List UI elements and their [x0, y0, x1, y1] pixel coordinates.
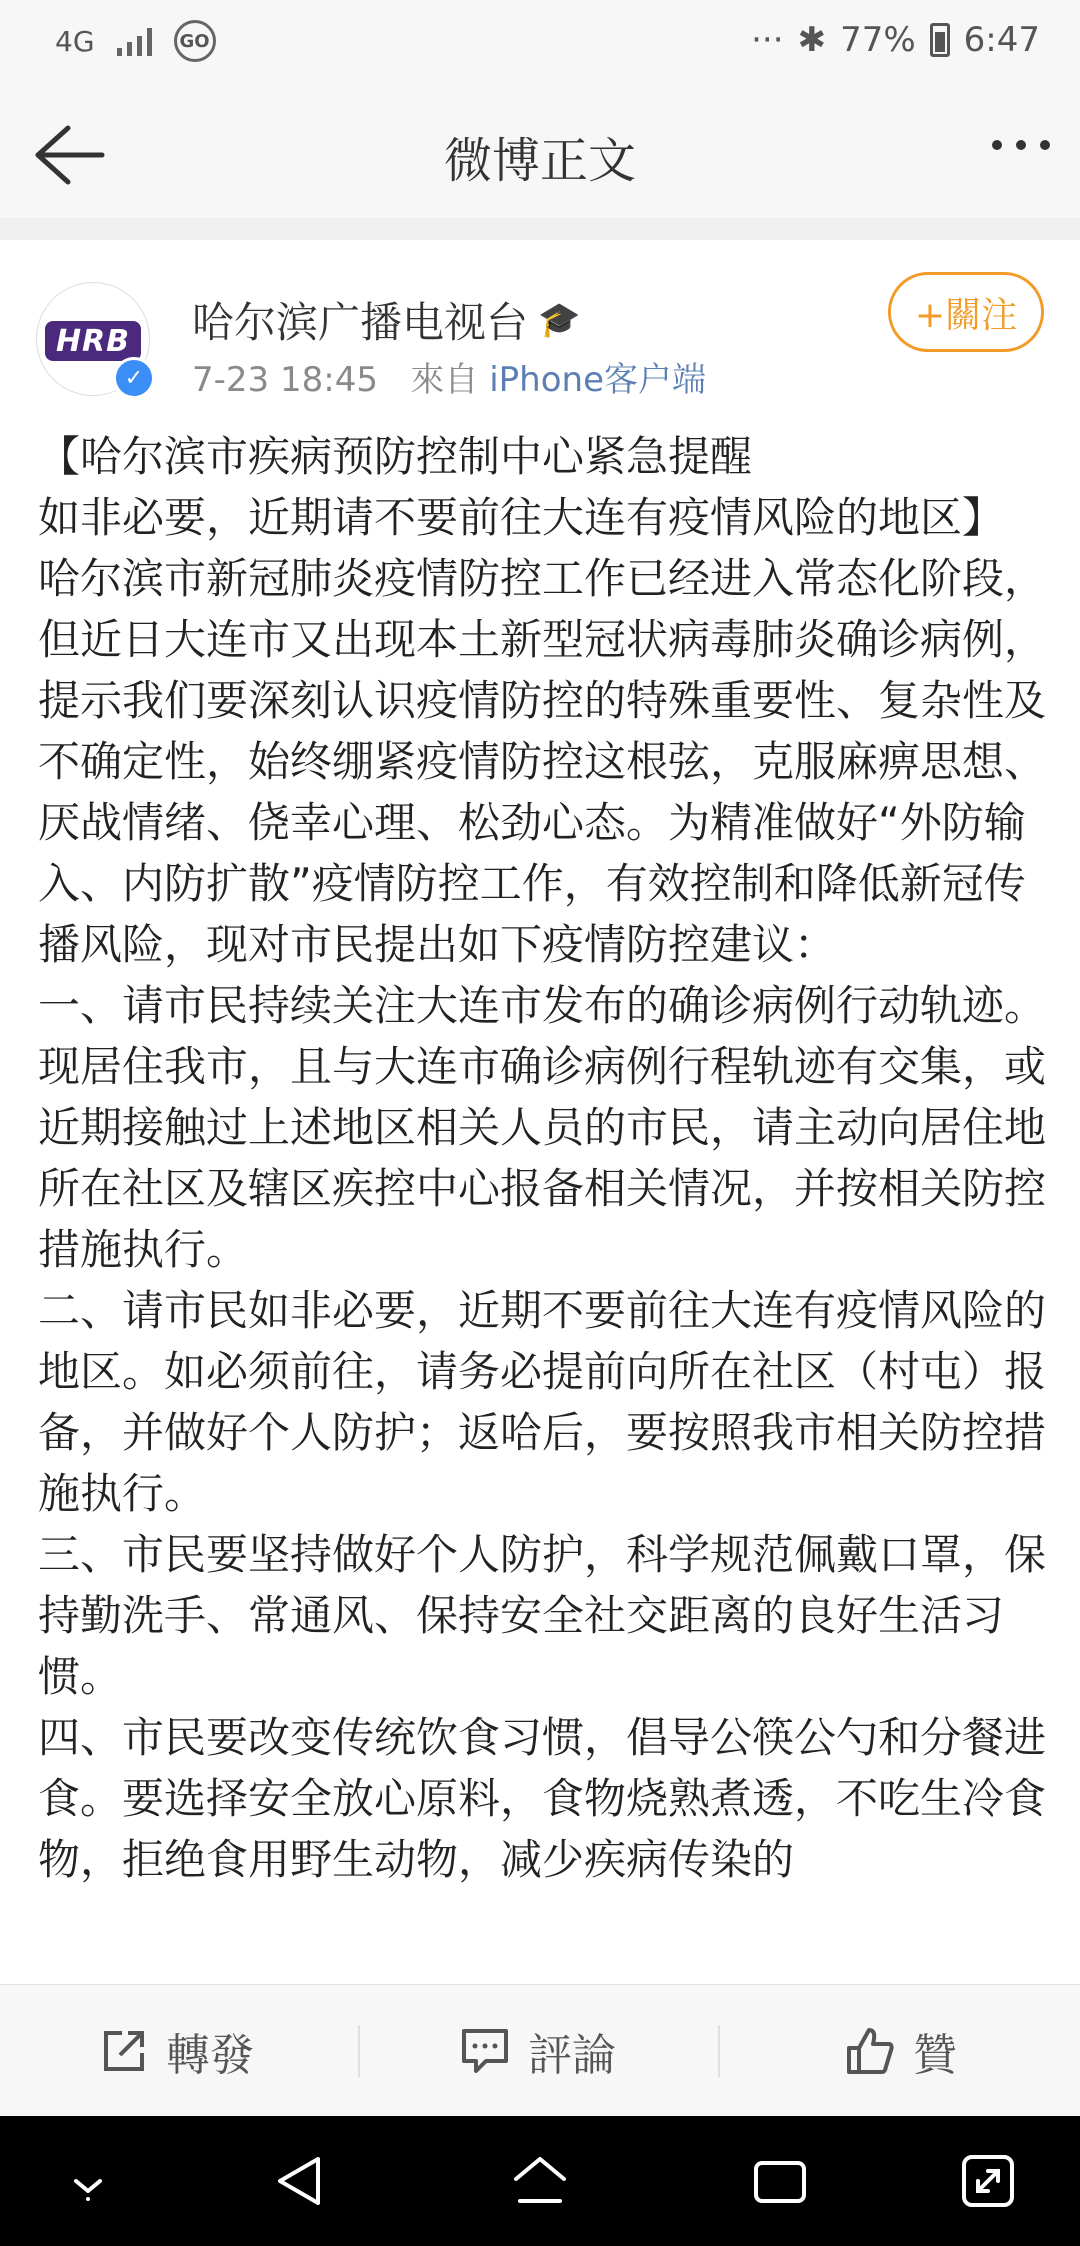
- paragraph: 一、请市民持续关注大连市发布的确诊病例行动轨迹。现居住我市，且与大连市确诊病例行程轨迹有交集，或近期接触过上述地区相关人员的市民，请主动向居住地所在社区及辖区疾控中心报备相关情况，并按相关防控措施执行。: [38, 981, 1047, 1274]
- paragraph: 如非必要，近期请不要前往大连有疫情风险的地区】: [38, 493, 1005, 542]
- expand-icon[interactable]: [958, 2151, 1018, 2211]
- hrb-logo: HRB: [45, 321, 141, 361]
- like-button[interactable]: [845, 1985, 957, 2117]
- battery-percent: 77%: [840, 20, 916, 60]
- system-nav-bar: [0, 2116, 1080, 2246]
- author-name-row[interactable]: [192, 290, 580, 350]
- post-source[interactable]: iPhone客户端: [489, 360, 706, 400]
- clock: 6:47: [963, 20, 1040, 60]
- divider: [0, 218, 1080, 240]
- comment-button[interactable]: [460, 1985, 616, 2117]
- separator: [358, 2025, 360, 2077]
- nav-bar: [0, 90, 1080, 219]
- bluetooth-icon: ✱: [797, 20, 827, 60]
- verified-icon: ✓: [113, 357, 155, 399]
- repost-button[interactable]: [100, 1985, 254, 2117]
- chevron-down-icon[interactable]: [58, 2151, 118, 2211]
- thumbs-up-icon: [845, 2026, 895, 2076]
- recent-apps-icon[interactable]: [750, 2151, 810, 2211]
- home-icon[interactable]: [510, 2151, 570, 2211]
- comment-label: 評論: [528, 2030, 616, 2081]
- network-type: 4G: [55, 24, 95, 58]
- page-title: 微博正文: [443, 133, 636, 189]
- source-prefix: 來自: [410, 360, 479, 400]
- separator: [718, 2025, 720, 2077]
- comment-icon: [460, 2027, 510, 2075]
- signal-icon: [117, 26, 152, 56]
- status-bar: [0, 0, 1080, 90]
- follow-button[interactable]: +關注: [888, 272, 1044, 352]
- post-meta: [192, 352, 706, 401]
- paragraph: 【哈尔滨市疾病预防控制中心紧急提醒: [38, 432, 753, 481]
- share-icon: [100, 2027, 148, 2075]
- paragraph: 四、市民要改变传统饮食习惯，倡导公筷公勺和分餐进食。要选择安全放心原料，食物烧熟煮透，不吃生冷食物，拒绝食用野生动物，减少疾病传染的: [38, 1713, 1047, 1884]
- graduation-cap-icon: 🎓: [538, 300, 581, 340]
- paragraph: 三、市民要坚持做好个人防护，科学规范佩戴口罩，保持勤洗手、常通风、保持安全社交距离的良好生活习惯。: [38, 1530, 1047, 1701]
- avatar[interactable]: [36, 282, 150, 396]
- post-content: [38, 426, 1048, 1890]
- go-badge-icon: GO: [174, 20, 216, 62]
- action-bar: [0, 1984, 1080, 2117]
- post-timestamp: 7-23 18:45: [192, 360, 378, 400]
- like-label: 贊: [913, 2030, 957, 2081]
- paragraph: 二、请市民如非必要，近期不要前往大连有疫情风险的地区。如必须前往，请务必提前向所在社区（村屯）报备，并做好个人防护；返哈后，要按照我市相关防控措施执行。: [38, 1286, 1047, 1518]
- status-dots: ···: [751, 20, 784, 60]
- author-name[interactable]: 哈尔滨广播电视台: [192, 298, 529, 347]
- more-dots-icon[interactable]: [992, 140, 1050, 150]
- paragraph: 哈尔滨市新冠肺炎疫情防控工作已经进入常态化阶段，但近日大连市又出现本土新型冠状病毒肺炎确诊病例，提示我们要深刻认识疫情防控的特殊重要性、复杂性及不确定性，始终绷紧疫情防控这根弦，克服麻痹思想、厌战情绪、侥幸心理、松劲心态。为精准做好“外防输入、内防扩散”疫情防控工作，有效控制和降低新冠传播风险，现对市民提出如下疫情防控建议：: [38, 554, 1047, 969]
- battery-icon: [930, 23, 950, 57]
- nav-back-icon[interactable]: [270, 2151, 330, 2211]
- repost-label: 轉發: [166, 2030, 254, 2081]
